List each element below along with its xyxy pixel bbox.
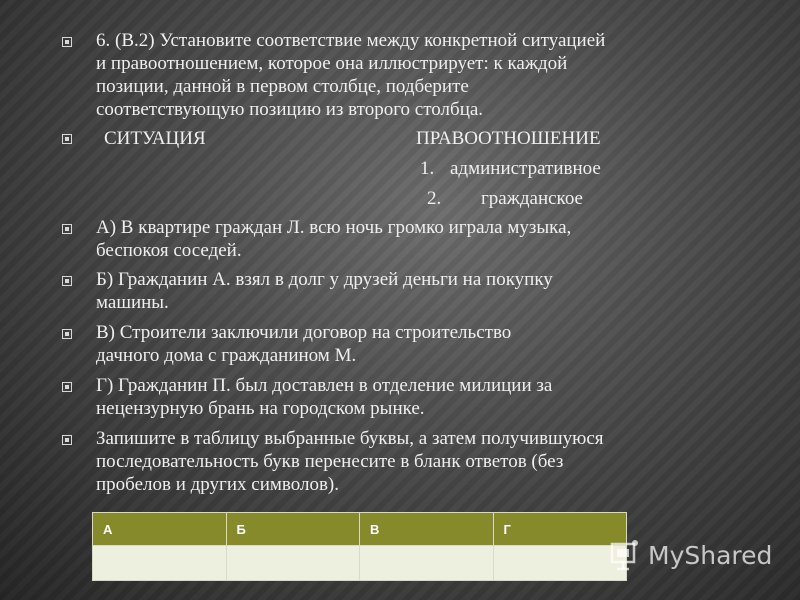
situation-g: Г) Гражданин П. был доставлен в отделение милиции за нецензурную брань на городском рынке. — [96, 375, 553, 419]
answer-cell[interactable] — [360, 546, 494, 581]
bullet-icon — [62, 224, 72, 234]
answer-header-cell: Г — [493, 513, 627, 546]
instruction-text: Запишите в таблицу выбранные буквы, а затем получившуюся последовательность букв перенесите в бланк ответов (без пробелов и других символов). — [96, 428, 604, 495]
answer-table — [92, 512, 627, 581]
bullet-icon — [62, 134, 72, 144]
bullet-icon — [62, 435, 72, 445]
task-line: 6. (В.2) Установите соответствие между конкретной ситуацией — [96, 30, 606, 51]
task-text — [96, 29, 756, 121]
answer-header-cell: Б — [226, 513, 360, 546]
task-line: соответствующую позицию из второго столбца. — [96, 99, 484, 120]
bullet-icon — [62, 276, 72, 286]
answer-header-cell: В — [360, 513, 494, 546]
task-line: и правоотношением, которое она иллюстрирует: к каждой — [96, 53, 568, 74]
answer-table-row — [93, 546, 627, 581]
task-line: позиции, данной в первом столбце, подберите — [96, 76, 469, 97]
bullet-icon — [62, 382, 72, 392]
relation-option: 2. гражданское — [427, 188, 583, 209]
presentation-logo-icon — [608, 538, 642, 572]
situation-b: Б) Гражданин А. взял в долг у друзей деньги на покупку машины. — [96, 269, 553, 313]
situation-header: СИТУАЦИЯ — [104, 128, 206, 149]
bullet-icon — [62, 329, 72, 339]
relation-option: 1. административное — [420, 158, 601, 179]
bullet-icon — [62, 37, 72, 47]
answer-header-cell: А — [93, 513, 227, 546]
answer-cell[interactable] — [226, 546, 360, 581]
situation-v: В) Строители заключили договор на строительство дачного дома с гражданином М. — [96, 322, 512, 366]
relation-header: ПРАВООТНОШЕНИЕ — [416, 128, 601, 149]
answer-table-header-row — [93, 513, 627, 546]
situation-a: А) В квартире граждан Л. всю ночь громко играла музыка, беспокоя соседей. — [96, 217, 572, 261]
answer-cell[interactable] — [493, 546, 627, 581]
watermark-text: MyShared — [648, 540, 773, 570]
answer-cell[interactable] — [93, 546, 227, 581]
watermark — [608, 535, 772, 575]
